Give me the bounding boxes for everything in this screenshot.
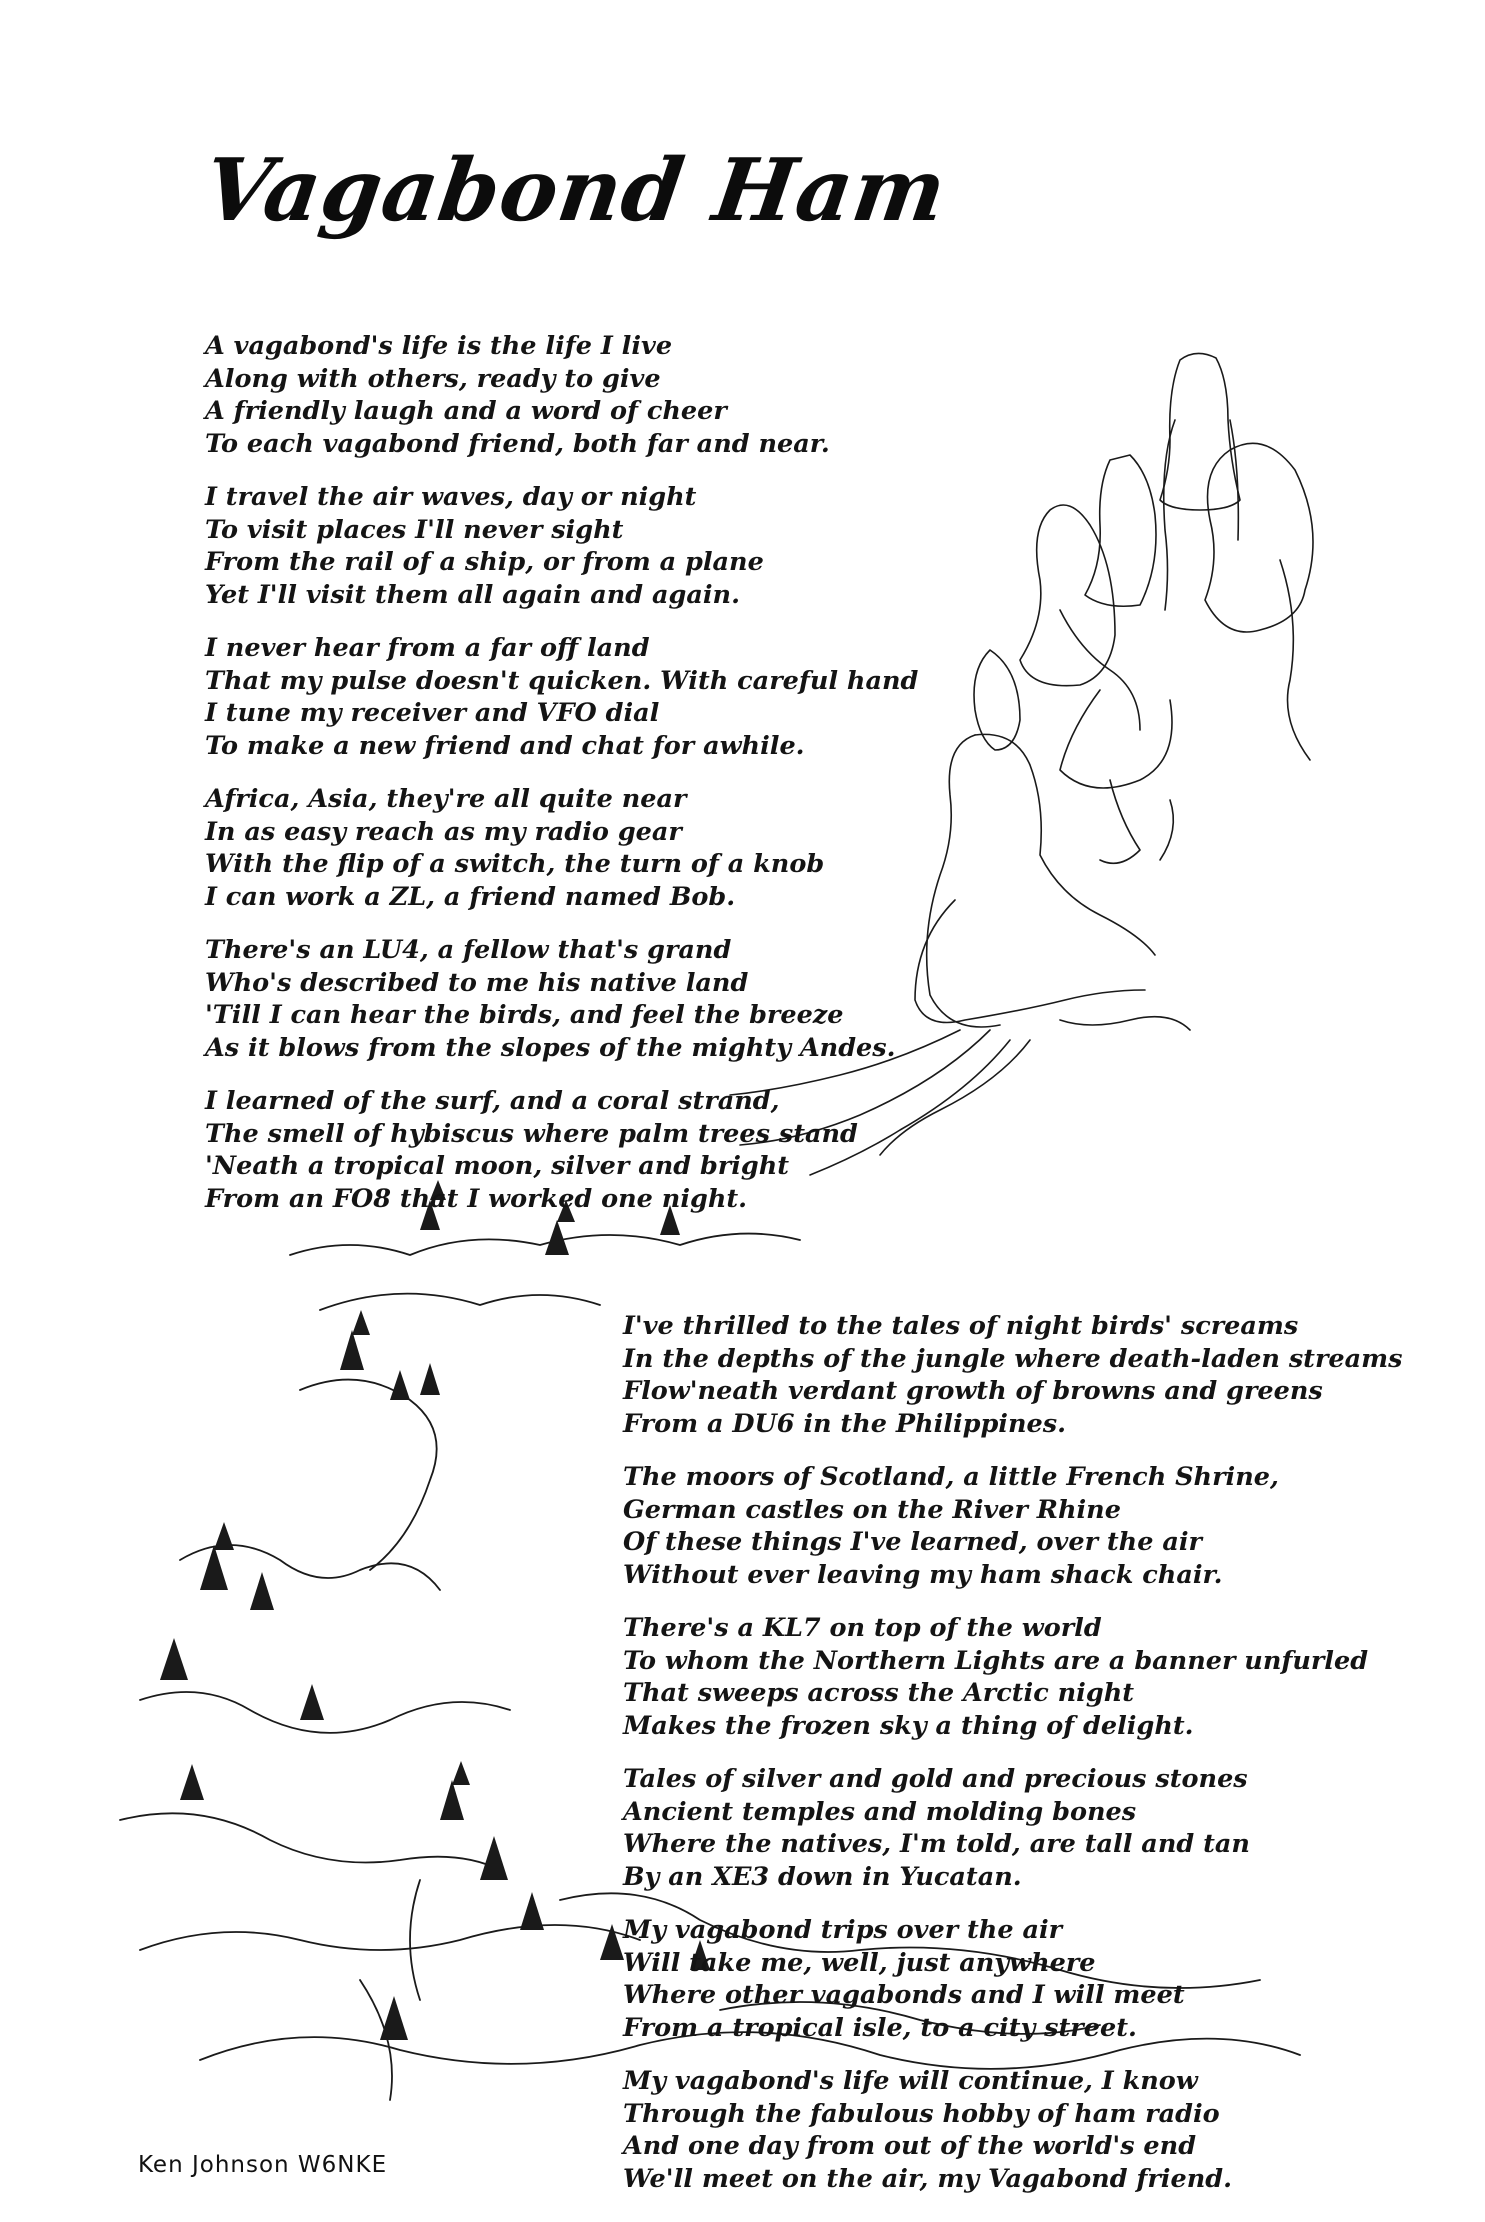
poem-line: From a tropical isle, to a city street. [623, 2012, 1137, 2043]
stanza [205, 632, 918, 762]
poem-line: There's a KL7 on top of the world [623, 1613, 1102, 1643]
poem-line: Where the natives, I'm told, are tall and tan [623, 1829, 1250, 1859]
figure-group-sketch [974, 353, 1313, 863]
stanza [205, 481, 918, 611]
poem-line: Yet I'll visit them all again and again. [205, 579, 740, 610]
poem-title: Vagabond Ham [197, 140, 953, 241]
stanza [205, 934, 918, 1064]
poem-line: I never hear from a far off land [205, 633, 650, 663]
poem-line: Ancient temples and molding bones [623, 1796, 1137, 1827]
poem-line: Africa, Asia, they're all quite near [205, 784, 687, 814]
stanza [623, 1310, 1402, 1440]
stanza [623, 2065, 1402, 2195]
poem-line: By an XE3 down in Yucatan. [623, 1861, 1022, 1892]
poem-line: In the depths of the jungle where death-laden streams [623, 1343, 1403, 1374]
poem-line: A vagabond's life is the life I live [205, 331, 673, 361]
stanza [623, 1914, 1402, 2044]
poem-line: My vagabond trips over the air [623, 1915, 1063, 1945]
poem-line: Of these things I've learned, over the air [623, 1527, 1202, 1557]
poem-line: Who's described to me his native land [205, 967, 749, 998]
stanza [205, 1085, 918, 1215]
poem-line: With the flip of a switch, the turn of a knob [205, 849, 825, 879]
poem-line: Flow'neath verdant growth of browns and greens [623, 1376, 1323, 1406]
poem-line: From a DU6 in the Philippines. [623, 1408, 1066, 1439]
poem-line: The smell of hybiscus where palm trees stand [205, 1118, 858, 1149]
poem-line: To visit places I'll never sight [205, 514, 624, 545]
stanza [623, 1461, 1402, 1591]
poem-line: That my pulse doesn't quicken. With careful hand [205, 665, 919, 696]
poem-line: 'Till I can hear the birds, and feel the breeze [205, 1000, 844, 1030]
poem-line: Tales of silver and gold and precious stones [623, 1764, 1248, 1794]
poem-line: I can work a ZL, a friend named Bob. [205, 881, 736, 912]
poem-line: That sweeps across the Arctic night [623, 1678, 1135, 1708]
poem-line: In as easy reach as my radio gear [205, 816, 682, 847]
poem-line: From the rail of a ship, or from a plane [205, 547, 764, 577]
poem-line: From an FO8 that I worked one night. [205, 1183, 748, 1214]
stanza [623, 1763, 1402, 1893]
poem-line: There's an LU4, a fellow that's grand [205, 935, 732, 965]
poem-line: Without ever leaving my ham shack chair. [623, 1559, 1223, 1590]
poem-line: German castles on the River Rhine [623, 1494, 1121, 1525]
poem-line: My vagabond's life will continue, I know [623, 2066, 1198, 2096]
poem-line: I travel the air waves, day or night [205, 482, 697, 512]
poem-line: To make a new friend and chat for awhile. [205, 730, 805, 761]
poem-line: We'll meet on the air, my Vagabond friend. [623, 2163, 1232, 2194]
stanza [623, 1612, 1402, 1742]
stanza [205, 783, 918, 913]
poem-line: Along with others, ready to give [205, 363, 661, 394]
poem-line: Where other vagabonds and I will meet [623, 1980, 1185, 2010]
poem-line: Makes the frozen sky a thing of delight. [623, 1710, 1194, 1741]
poem-line: To each vagabond friend, both far and near. [205, 428, 830, 459]
poem-line: Will take me, well, just anywhere [623, 1947, 1096, 1978]
poem-right-column [623, 1310, 1402, 2216]
author-credit: Ken Johnson W6NKE [138, 2152, 388, 2178]
poem-line: As it blows from the slopes of the mighty Andes. [205, 1032, 896, 1063]
poem-line: Through the fabulous hobby of ham radio [623, 2098, 1220, 2129]
poem-line: To whom the Northern Lights are a banner unfurled [623, 1645, 1369, 1676]
poem-line: A friendly laugh and a word of cheer [205, 396, 727, 426]
poem-line: I've thrilled to the tales of night birds' screams [623, 1311, 1299, 1341]
poem-line: The moors of Scotland, a little French Shrine, [623, 1462, 1279, 1492]
poem-line: And one day from out of the world's end [623, 2131, 1197, 2161]
poem-line: I learned of the surf, and a coral strand, [205, 1086, 780, 1116]
poem-left-column [205, 330, 918, 1236]
poem-line: 'Neath a tropical moon, silver and bright [205, 1151, 790, 1181]
stanza [205, 330, 918, 460]
poem-line: I tune my receiver and VFO dial [205, 698, 660, 728]
